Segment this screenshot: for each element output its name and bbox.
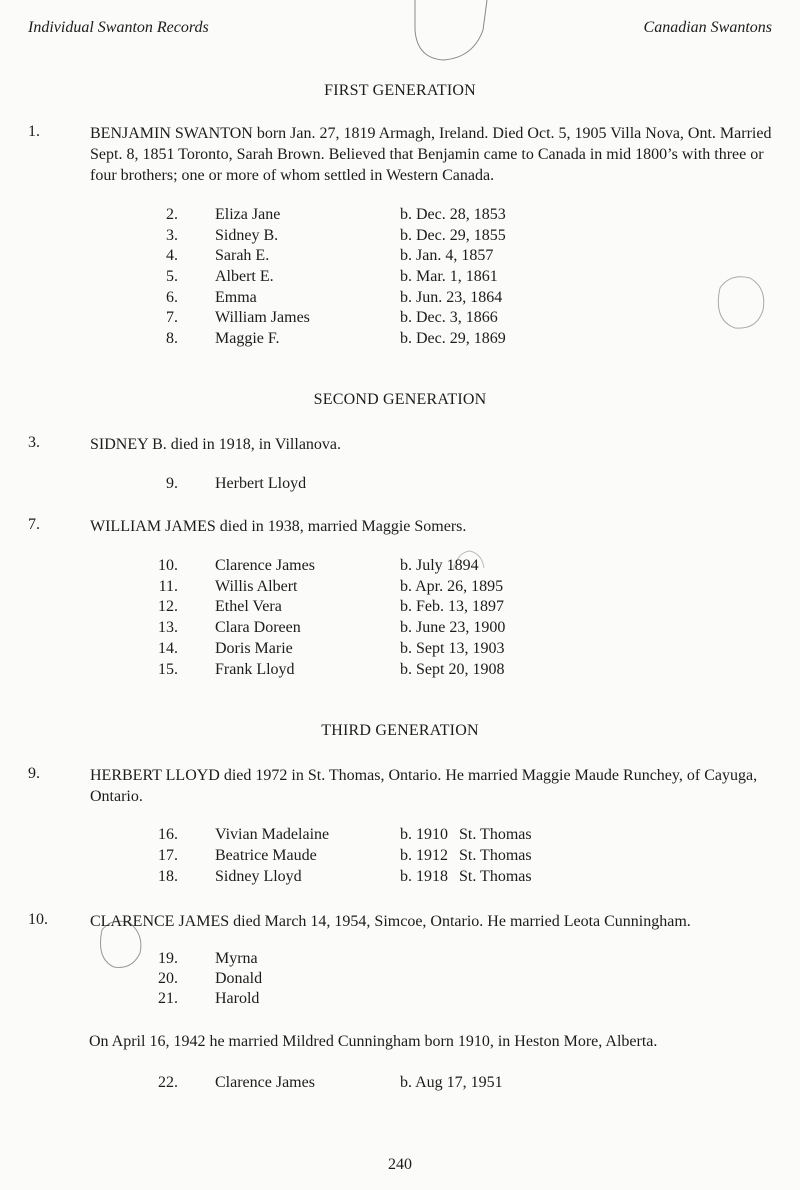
child-row [0,227,800,248]
remarriage-note: On April 16, 1942 he married Mildred Cunningham born 1910, in Heston More, Alberta. [89,1033,658,1050]
child-name: Willis Albert [215,578,298,595]
child-row [0,847,800,868]
child-name: Sidney B. [215,227,279,244]
child-number: 3. [166,227,178,244]
child-row [0,990,800,1011]
child-name: Herbert Lloyd [215,475,307,492]
child-name: Myrna [215,950,258,967]
child-row [0,598,800,619]
child-name: Vivian Madelaine [215,826,330,843]
child-number: 20. [158,970,178,987]
child-row [0,206,800,227]
child-name: Sarah E. [215,247,270,264]
child-birth: b. 1910 [400,826,448,843]
running-header-left: Individual Swanton Records [28,19,209,36]
child-row [0,1074,800,1095]
child-name: Clarence James [215,1074,315,1091]
child-number: 12. [158,598,178,615]
child-birth: b. 1912 [400,847,448,864]
child-row [0,330,800,351]
child-row [0,640,800,661]
child-row [0,289,800,310]
child-birth: b. Dec. 28, 1853 [400,206,506,223]
child-name: Albert E. [215,268,274,285]
child-birthplace: St. Thomas [459,826,532,843]
child-row [0,950,800,971]
child-name: Eliza Jane [215,206,281,223]
child-number: 14. [158,640,178,657]
entry-text: SIDNEY B. died in 1918, in Villanova. [90,436,342,453]
child-number: 22. [158,1074,178,1091]
child-birth: b. 1918 [400,868,448,885]
child-name: Maggie F. [215,330,280,347]
child-number: 6. [166,289,178,306]
child-name: Beatrice Maude [215,847,317,864]
child-row [0,557,800,578]
child-birth: b. Mar. 1, 1861 [400,268,498,285]
child-birth: b. Sept 13, 1903 [400,640,505,657]
child-name: Doris Marie [215,640,293,657]
child-birth: b. Dec. 3, 1866 [400,309,498,326]
child-birth: b. Dec. 29, 1855 [400,227,506,244]
child-number: 4. [166,247,178,264]
child-number: 17. [158,847,178,864]
child-number: 11. [158,578,178,595]
child-birth: b. July 1894 [400,557,479,574]
child-number: 10. [158,557,178,574]
section-heading-first: FIRST GENERATION [324,82,476,99]
child-birth: b. Apr. 26, 1895 [400,578,504,595]
child-birth: b. Sept 20, 1908 [400,661,505,678]
page-number: 240 [388,1156,412,1173]
child-number: 5. [166,268,178,285]
child-birth: b. Jun. 23, 1864 [400,289,503,306]
entry-number: 1. [28,123,40,140]
entry-text: HERBERT LLOYD died 1972 in St. Thomas, Ontario. He married Maggie Maude Runchey, of Cayuga, Ontario. [90,767,758,805]
child-row [0,309,800,330]
child-row [0,475,800,496]
entry-text: BENJAMIN SWANTON born Jan. 27, 1819 Armagh, Ireland. Died Oct. 5, 1905 Villa Nova, Ont. Married Sept. 8, 1851 Toronto, Sarah Brown. Believed that Benjamin came to Canada in mid 1800’s with three or four brothers; one or more of whom settled in Western Canada. [90,125,772,184]
child-row [0,868,800,889]
child-number: 21. [158,990,178,1007]
child-number: 19. [158,950,178,967]
child-name: William James [215,309,310,326]
child-number: 18. [158,868,178,885]
child-birth: b. Dec. 29, 1869 [400,330,506,347]
section-heading-second: SECOND GENERATION [313,391,487,408]
child-name: Clarence James [215,557,315,574]
child-number: 2. [166,206,178,223]
child-row [0,661,800,682]
entry-number: 9. [28,765,40,782]
section-heading-third: THIRD GENERATION [321,722,479,739]
entry-text: WILLIAM JAMES died in 1938, married Maggie Somers. [90,518,467,535]
child-row [0,268,800,289]
child-row [0,578,800,599]
entry-number: 3. [28,434,40,451]
child-number: 9. [166,475,178,492]
child-name: Frank Lloyd [215,661,295,678]
entry-number: 10. [28,911,48,928]
child-birth: b. June 23, 1900 [400,619,506,636]
child-number: 8. [166,330,178,347]
child-number: 13. [158,619,178,636]
entry-number: 7. [28,516,40,533]
entry-text: CLARENCE JAMES died March 14, 1954, Simcoe, Ontario. He married Leota Cunningham. [90,913,691,930]
child-birth: b. Feb. 13, 1897 [400,598,504,615]
child-birthplace: St. Thomas [459,868,532,885]
stain-mark [395,0,495,70]
running-header-right: Canadian Swantons [643,19,772,36]
child-row [0,247,800,268]
child-row [0,970,800,991]
child-row [0,619,800,640]
child-birth: b. Aug 17, 1951 [400,1074,503,1091]
child-name: Ethel Vera [215,598,282,615]
child-name: Clara Doreen [215,619,301,636]
child-number: 15. [158,661,178,678]
child-row [0,826,800,847]
child-birthplace: St. Thomas [459,847,532,864]
child-number: 7. [166,309,178,326]
child-name: Donald [215,970,263,987]
child-name: Harold [215,990,260,1007]
child-birth: b. Jan. 4, 1857 [400,247,494,264]
child-number: 16. [158,826,178,843]
child-name: Emma [215,289,257,306]
child-name: Sidney Lloyd [215,868,302,885]
